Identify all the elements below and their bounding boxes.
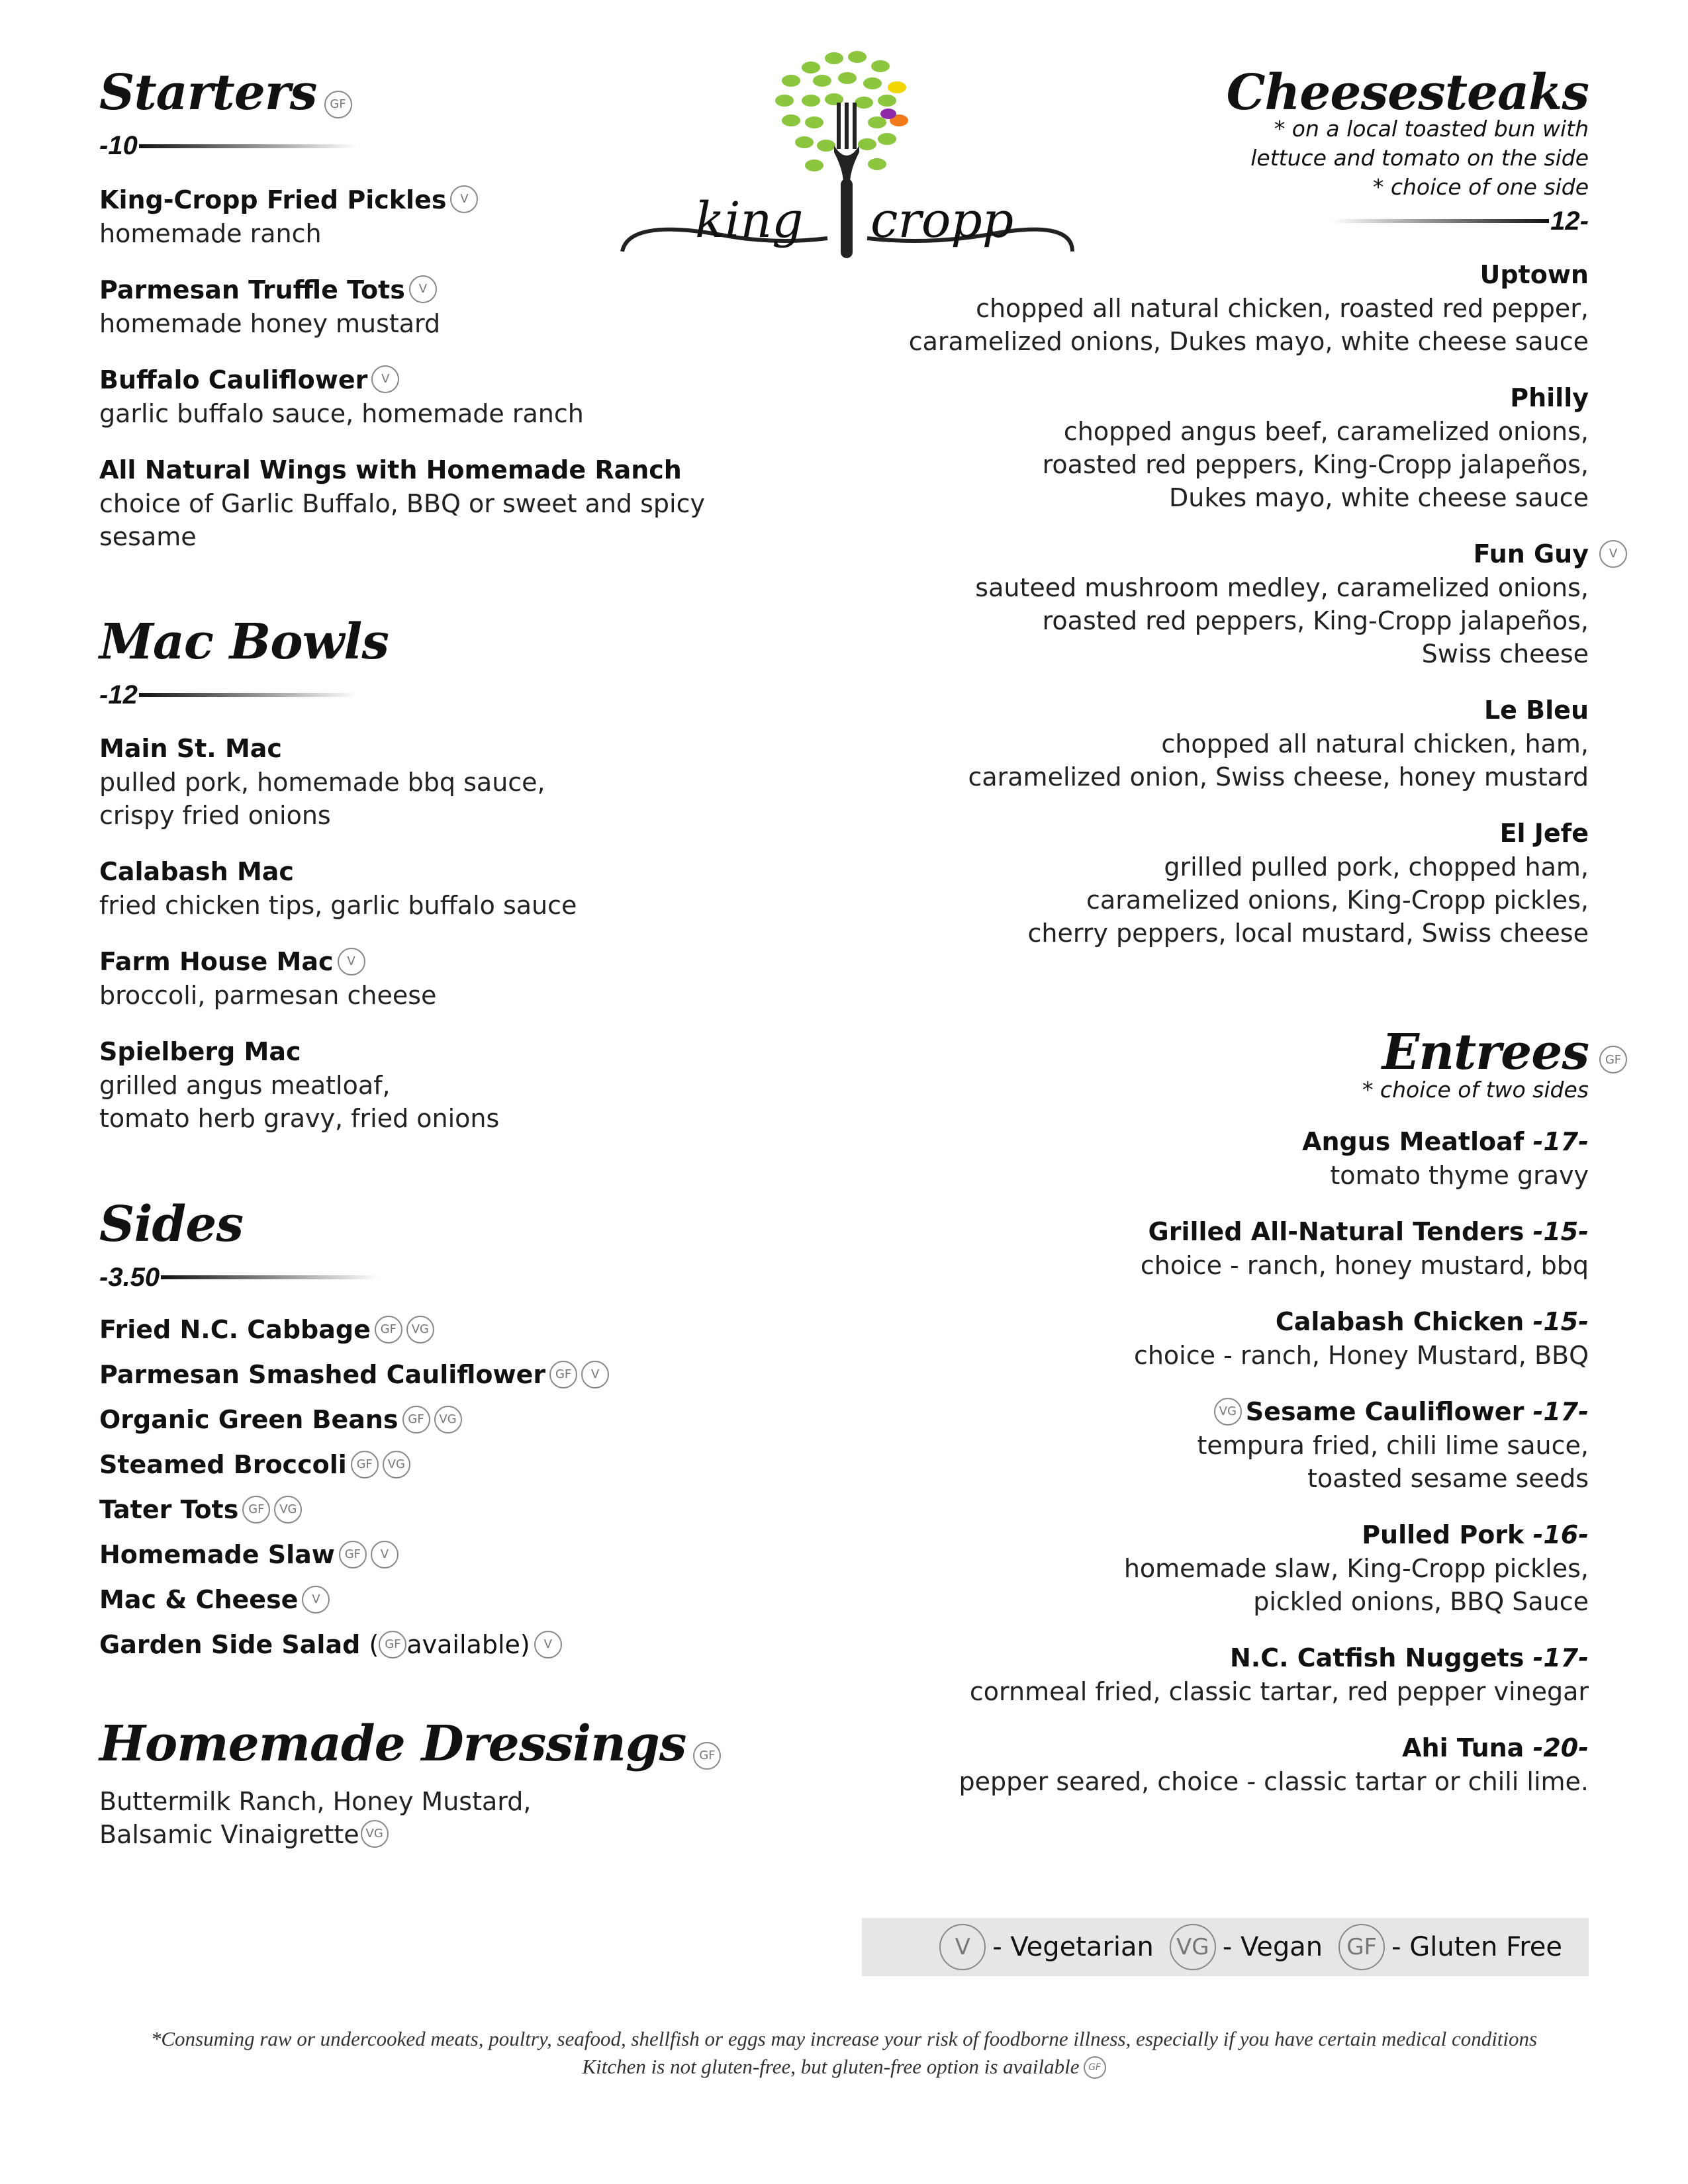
sides-title: Sides — [99, 1196, 244, 1253]
salad-paren: ( — [369, 1630, 379, 1660]
item-description: tomato thyme gravy — [1330, 1161, 1589, 1191]
side-item — [99, 1397, 761, 1442]
side-item — [99, 1307, 761, 1352]
price-rule — [161, 1275, 379, 1279]
dietary-legend — [862, 1918, 1589, 1976]
menu-item — [861, 693, 1589, 794]
price-rule — [139, 144, 357, 148]
legend-label: - Gluten Free — [1391, 1932, 1562, 1962]
cheesesteaks-title: Cheesesteaks — [1226, 64, 1589, 121]
side-item-name: Mac & Cheese — [99, 1585, 299, 1615]
item-name: Angus Meatloaf — [1302, 1127, 1524, 1157]
gluten-free-badge-icon: GF — [339, 1541, 367, 1569]
entrees-section — [861, 1024, 1622, 1798]
vegan-badge-icon: VG — [1170, 1924, 1216, 1970]
starters-section — [99, 66, 761, 553]
side-item — [99, 1622, 761, 1667]
side-item-name: Organic Green Beans — [99, 1405, 399, 1435]
item-description: choice - ranch, Honey Mustard, BBQ — [1133, 1341, 1589, 1371]
cheesesteaks-price-line — [861, 205, 1589, 238]
sides-section — [99, 1198, 761, 1667]
vegan-badge-icon: VG — [274, 1496, 302, 1524]
item-description: tomato herb gravy, fried onions — [99, 1104, 500, 1134]
menu-item — [861, 1641, 1589, 1708]
item-name: King-Cropp Fried Pickles — [99, 185, 447, 214]
item-description: roasted red peppers, King-Cropp jalapeños, — [1042, 606, 1589, 636]
item-name: Calabash Chicken — [1275, 1307, 1524, 1337]
menu-item — [99, 731, 761, 832]
price-rule — [1331, 219, 1549, 223]
item-description: sauteed mushroom medley, caramelized onions, — [975, 573, 1589, 603]
item-description: caramelized onion, Swiss cheese, honey mustard — [968, 762, 1589, 792]
gluten-free-badge-icon: GF — [379, 1631, 406, 1659]
legend-entry — [1170, 1924, 1323, 1970]
item-description: toasted sesame seeds — [1307, 1464, 1589, 1494]
item-name: All Natural Wings with Homemade Ranch — [99, 455, 682, 484]
menu-item — [861, 1214, 1589, 1282]
side-item-name: Fried N.C. Cabbage — [99, 1315, 371, 1345]
dressings-title: Homemade Dressings — [99, 1715, 686, 1772]
item-name: Ahi Tuna — [1402, 1733, 1524, 1763]
legend-entry — [1338, 1924, 1562, 1970]
item-price: -17- — [1532, 1643, 1589, 1673]
gluten-free-badge-icon: GF — [351, 1451, 379, 1479]
gluten-free-badge-icon: GF — [324, 91, 352, 118]
item-description: chopped all natural chicken, roasted red pepper, — [976, 294, 1589, 324]
logo-word-left: king — [695, 192, 804, 249]
item-description: garlic buffalo sauce, homemade ranch — [99, 398, 584, 428]
side-item-name: Tater Tots — [99, 1495, 239, 1525]
item-description: pickled onions, BBQ Sauce — [1253, 1587, 1589, 1617]
item-description: grilled pulled pork, chopped ham, — [1164, 852, 1589, 882]
item-name: El Jefe — [1499, 819, 1589, 848]
item-name: Pulled Pork — [1362, 1520, 1524, 1550]
item-price: -16- — [1532, 1520, 1589, 1550]
cheesesteaks-note: lettuce and tomato on the side — [1250, 145, 1589, 171]
vegetarian-badge-icon: V — [409, 275, 437, 303]
menu-item — [861, 537, 1618, 670]
mac-bowls-section — [99, 615, 761, 1135]
gluten-free-badge-icon: GF — [1084, 2056, 1106, 2079]
logo-word-right: cropp — [870, 192, 1014, 249]
cheesesteaks-note: * on a local toasted bun with — [1274, 116, 1589, 142]
mac-bowls-title: Mac Bowls — [99, 614, 389, 670]
vegetarian-badge-icon: V — [338, 948, 365, 976]
item-description: cornmeal fried, classic tartar, red pepper vinegar — [969, 1677, 1589, 1707]
item-price: -17- — [1532, 1397, 1589, 1427]
cheesesteaks-price: 12- — [1550, 206, 1589, 236]
item-description: pepper seared, choice - classic tartar or chili lime. — [959, 1767, 1589, 1797]
menu-item — [99, 1034, 761, 1135]
entrees-note: * choice of two sides — [1362, 1077, 1589, 1103]
entrees-title: Entrees — [1382, 1024, 1589, 1081]
vegetarian-badge-icon: V — [1599, 540, 1627, 568]
gluten-free-badge-icon: GF — [375, 1316, 402, 1343]
item-description: roasted red peppers, King-Cropp jalapeños, — [1042, 450, 1589, 480]
gluten-free-badge-icon: GF — [402, 1406, 430, 1433]
item-name: Buffalo Cauliflower — [99, 365, 368, 394]
item-description: caramelized onions, King-Cropp pickles, — [1086, 886, 1589, 915]
vegan-badge-icon: VG — [434, 1406, 462, 1433]
gluten-free-badge-icon: GF — [549, 1361, 577, 1388]
item-name: Fun Guy — [1473, 539, 1589, 569]
menu-item — [861, 257, 1589, 358]
legend-label: - Vegetarian — [992, 1932, 1154, 1962]
item-description: caramelized onions, Dukes mayo, white cheese sauce — [908, 327, 1589, 357]
item-price: -20- — [1532, 1733, 1589, 1763]
item-name: Spielberg Mac — [99, 1037, 301, 1067]
menu-item — [99, 183, 761, 250]
side-item-name: Homemade Slaw — [99, 1540, 335, 1570]
disclaimer-line: *Consuming raw or undercooked meats, poultry, seafood, shellfish or eggs may increase your risk of foodborne illness, especially if you have certain medical conditions — [150, 2027, 1538, 2050]
item-description: Dukes mayo, white cheese sauce — [1169, 483, 1589, 513]
menu-item — [861, 1518, 1589, 1618]
item-description: fried chicken tips, garlic buffalo sauce — [99, 891, 577, 921]
menu-item — [99, 363, 761, 430]
side-item — [99, 1487, 761, 1532]
side-item — [99, 1442, 761, 1487]
menu-item — [861, 381, 1589, 514]
menu-item — [99, 273, 761, 340]
item-description: pulled pork, homemade bbq sauce, — [99, 768, 545, 797]
gluten-free-badge-icon: GF — [1338, 1924, 1385, 1970]
item-name: Uptown — [1479, 260, 1589, 290]
menu-item — [99, 453, 761, 553]
mac-bowls-price: -12 — [99, 680, 138, 709]
vegetarian-badge-icon: V — [371, 1541, 399, 1569]
item-name: Main St. Mac — [99, 734, 282, 764]
item-description: chopped angus beef, caramelized onions, — [1063, 417, 1589, 447]
menu-item — [861, 1304, 1589, 1372]
legend-label: - Vegan — [1222, 1932, 1323, 1962]
menu-item — [861, 1124, 1589, 1192]
vegetarian-badge-icon: V — [450, 185, 478, 213]
gluten-free-badge-icon: GF — [693, 1742, 721, 1770]
item-name: Farm House Mac — [99, 947, 334, 977]
item-description: broccoli, parmesan cheese — [99, 981, 437, 1011]
mac-bowls-price-line — [99, 678, 761, 711]
price-rule — [139, 693, 357, 697]
dressings-text: Balsamic Vinaigrette — [99, 1819, 359, 1849]
sides-list — [99, 1307, 761, 1667]
item-description: homemade ranch — [99, 218, 322, 248]
starters-price-line — [99, 130, 761, 163]
menu-item — [861, 1394, 1589, 1495]
item-name: N.C. Catfish Nuggets — [1229, 1643, 1524, 1673]
item-name: Grilled All-Natural Tenders — [1148, 1217, 1524, 1247]
item-price: -15- — [1532, 1307, 1589, 1337]
vegetarian-badge-icon: V — [581, 1361, 609, 1388]
item-description: choice - ranch, honey mustard, bbq — [1140, 1251, 1589, 1281]
item-name: Parmesan Truffle Tots — [99, 275, 405, 304]
vegan-badge-icon: VG — [406, 1316, 434, 1343]
salad-available: available) — [406, 1630, 530, 1660]
cheesesteaks-section — [861, 64, 1618, 950]
item-description: Swiss cheese — [1421, 639, 1589, 669]
menu-item — [99, 854, 761, 922]
item-description: homemade slaw, King-Cropp pickles, — [1123, 1554, 1589, 1584]
item-description: cherry peppers, local mustard, Swiss cheese — [1027, 919, 1589, 948]
item-description: grilled angus meatloaf, — [99, 1071, 391, 1101]
item-description: crispy fried onions — [99, 801, 331, 831]
cheesesteaks-note: * choice of one side — [1372, 174, 1589, 201]
vegan-badge-icon: VG — [383, 1451, 410, 1479]
disclaimer-line — [0, 2053, 1688, 2081]
item-description: homemade honey mustard — [99, 308, 441, 338]
item-description: choice of Garlic Buffalo, BBQ or sweet and spicy sesame — [99, 488, 705, 551]
vegan-badge-icon: VG — [1214, 1398, 1242, 1426]
item-name: Calabash Mac — [99, 857, 294, 887]
dressings-line — [99, 1818, 794, 1851]
sides-price: -3.50 — [99, 1262, 160, 1292]
menu-item — [99, 944, 761, 1012]
disclaimer — [0, 2025, 1688, 2081]
starters-price: -10 — [99, 131, 138, 160]
vegetarian-badge-icon: V — [371, 365, 399, 393]
side-item-name: Parmesan Smashed Cauliflower — [99, 1360, 546, 1390]
item-description: tempura fried, chili lime sauce, — [1197, 1431, 1589, 1461]
vegetarian-badge-icon: V — [939, 1924, 986, 1970]
menu-item — [861, 816, 1589, 950]
disclaimer-text: Kitchen is not gluten-free, but gluten-free option is available — [582, 2055, 1080, 2078]
gluten-free-badge-icon: GF — [1599, 1046, 1627, 1073]
vegan-badge-icon: VG — [361, 1820, 389, 1848]
sides-price-line — [99, 1261, 761, 1294]
item-price: -17- — [1532, 1127, 1589, 1157]
item-description: chopped all natural chicken, ham, — [1161, 729, 1589, 759]
starters-title: Starters — [99, 64, 317, 121]
dressings-line: Buttermilk Ranch, Honey Mustard, — [99, 1786, 532, 1816]
gluten-free-badge-icon: GF — [242, 1496, 270, 1524]
side-item — [99, 1352, 761, 1397]
item-name: Le Bleu — [1483, 696, 1589, 725]
vegetarian-badge-icon: V — [302, 1586, 330, 1614]
side-item-name: Garden Side Salad — [99, 1630, 361, 1660]
side-item — [99, 1532, 761, 1577]
legend-entry — [939, 1924, 1154, 1970]
vegetarian-badge-icon: V — [534, 1631, 562, 1659]
item-name: Sesame Cauliflower — [1245, 1397, 1524, 1427]
side-item — [99, 1577, 761, 1622]
item-price: -15- — [1532, 1217, 1589, 1247]
item-name: Philly — [1510, 383, 1589, 413]
menu-item — [861, 1731, 1589, 1798]
dressings-section — [99, 1717, 794, 1851]
side-item-name: Steamed Broccoli — [99, 1450, 347, 1480]
